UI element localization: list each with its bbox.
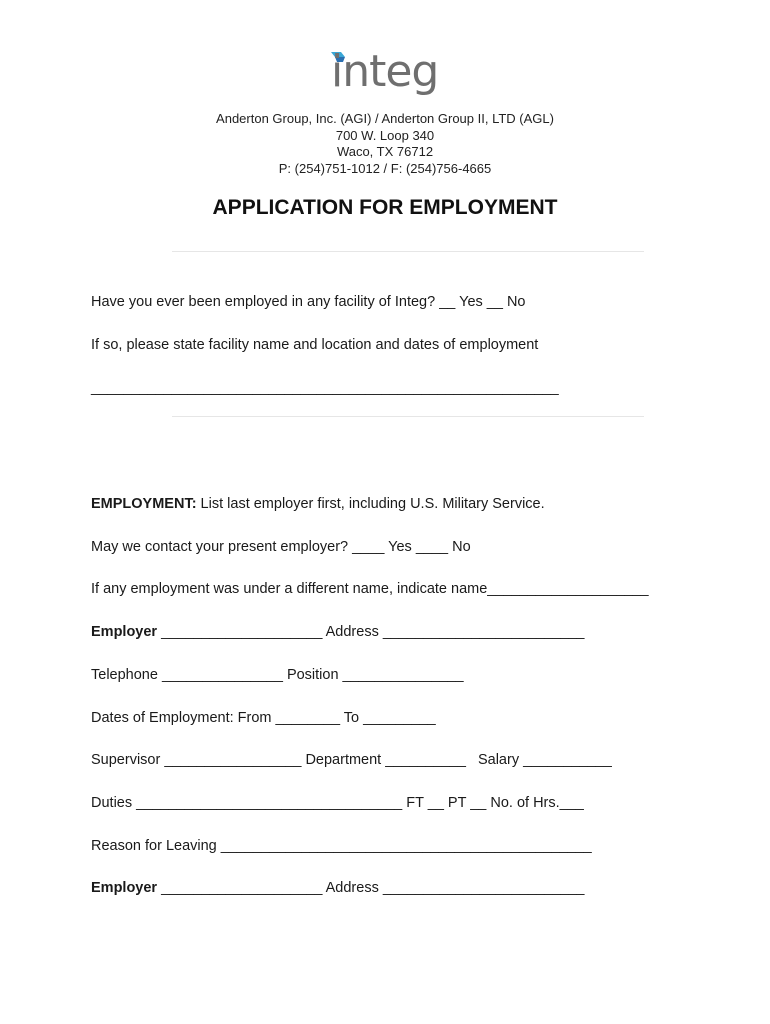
company-phone: P: (254)751-1012 / F: (254)756-4665 (278, 161, 492, 176)
company-name: Anderton Group, Inc. (AGI) / Anderton Group II, LTD (AGL) (216, 111, 554, 126)
dates-of-employment-field: Dates of Employment: From ________ To _________ (91, 710, 436, 726)
company-street: 700 W. Loop 340 (335, 128, 435, 143)
employer-address-field (91, 624, 584, 640)
integ-logo (331, 46, 441, 104)
other-name-field: If any employment was under a different name, indicate name____________________ (91, 581, 649, 597)
duties-hours-field: Duties _________________________________ FT __ PT __ No. of Hrs.___ (91, 795, 584, 811)
employer-label: Employer (91, 624, 158, 640)
employer-address-blanks-2: ____________________ Address _________________________ (157, 880, 585, 896)
employer-address-blanks: ____________________ Address _________________________ (157, 624, 585, 640)
employment-instructions: List last employer first, including U.S. Military Service. (196, 496, 545, 512)
employment-heading: EMPLOYMENT: (91, 496, 197, 512)
telephone-position-field: Telephone _______________ Position _______________ (91, 667, 464, 683)
reason-for-leaving-field: Reason for Leaving ______________________________________________ (91, 838, 592, 854)
page-title: APPLICATION FOR EMPLOYMENT (212, 196, 558, 219)
company-city: Waco, TX 76712 (336, 144, 434, 159)
contact-employer-question: May we contact your present employer? ____ Yes ____ No (91, 539, 471, 555)
employer-address-field-2 (91, 880, 584, 896)
employer-label-2: Employer (91, 880, 158, 896)
previous-employment-question: Have you ever been employed in any facility of Integ? __ Yes __ No (91, 294, 526, 310)
supervisor-department-salary-field: Supervisor _________________ Department __________ Salary ___________ (91, 752, 612, 768)
employment-section-intro (91, 496, 545, 512)
logo-wordmark: integ (331, 46, 439, 97)
facility-details-blank: __________________________________________________________ (91, 380, 559, 396)
divider (172, 416, 644, 417)
divider (172, 251, 644, 252)
facility-details-prompt: If so, please state facility name and location and dates of employment (91, 337, 539, 353)
